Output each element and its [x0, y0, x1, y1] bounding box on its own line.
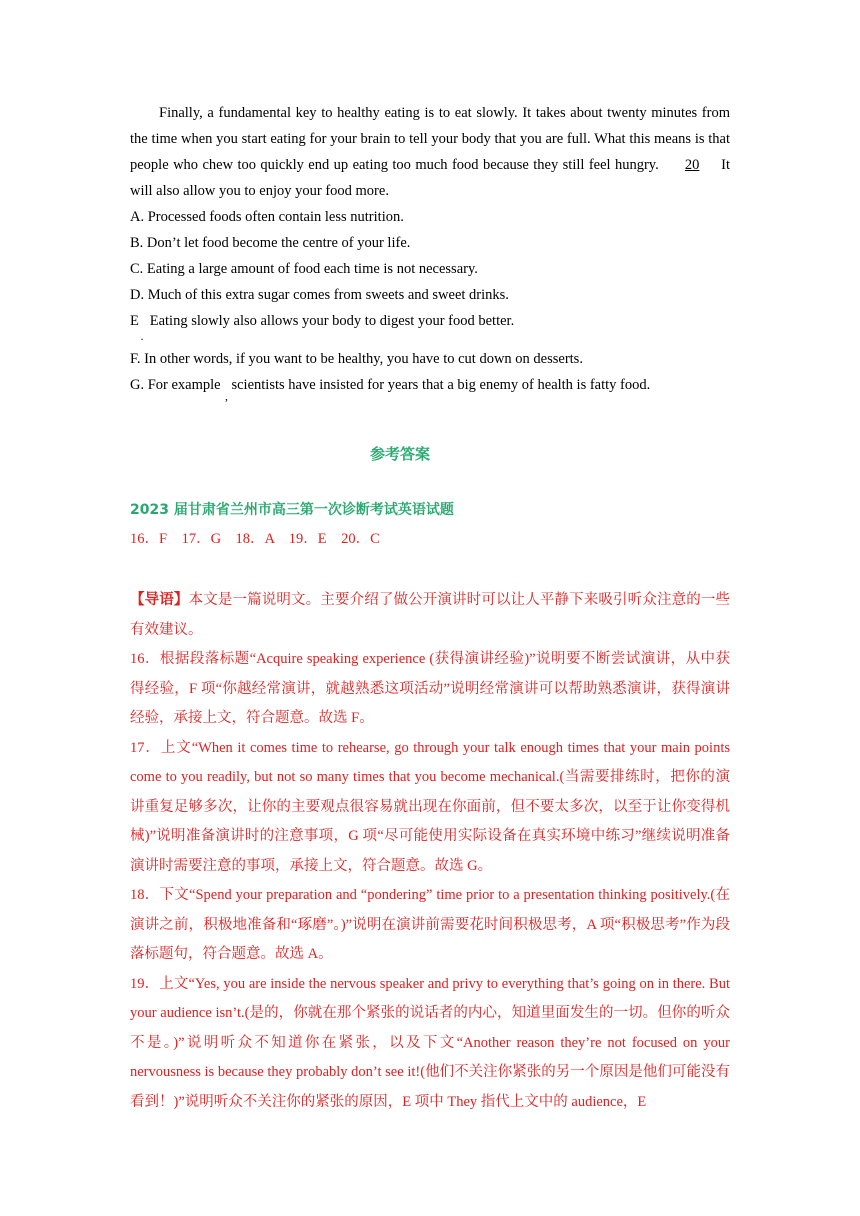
passage-paragraph: [130, 100, 730, 204]
option-g-wrapper: [130, 372, 730, 403]
guide-label: 【导语】: [130, 592, 189, 608]
option-e: E Eating slowly also allows your body to digest your food better.: [130, 313, 515, 329]
blank-20: 20: [684, 157, 700, 173]
option-b: B. Don’t let food become the centre of your life.: [130, 235, 411, 251]
explanation-16: 16．根据段落标题“Acquire speaking experience (获得演讲经验)”说明要不断尝试演讲，从中获得经验，F 项“你越经常演讲，就越熟悉这项活动”说明经常演讲可以帮助熟悉演讲，获得演讲经验，承接上文，符合题意。故选 F。: [130, 651, 730, 726]
stray-dot-mark: ·: [140, 332, 144, 346]
guide-text: 本文是一篇说明文。主要介绍了做公开演讲时可以让人平静下来吸引听众注意的一些有效建议。: [130, 592, 731, 638]
stray-comma-mark: ,: [225, 389, 228, 403]
passage-text-after: It will also allow you to enjoy your food more.: [130, 157, 730, 199]
exam-title: 2023 届甘肃省兰州市高三第一次诊断考试英语试题: [130, 502, 454, 518]
option-c: C. Eating a large amount of food each time is not necessary.: [130, 261, 478, 277]
guide-paragraph: [130, 586, 730, 645]
explanation-17: 17．上文“When it comes time to rehearse, go through your talk enough times that your main points come to you readily, but not so many times that you become mechanical.(当需要排练时，把你的演讲重复足够多次，让你的主要观点很容易就出现在你面前，但不要太多次，以至于让你变得机械)”说明准备演讲时的注意事项，G 项“尽可能使用实际设备在真实环境中练习”继续说明准备演讲时需要注意的事项，承接上文，符合题意。故选 G。: [130, 739, 730, 874]
option-a: A. Processed foods often contain less nutrition.: [130, 209, 404, 225]
option-d: D. Much of this extra sugar comes from sweets and sweet drinks.: [130, 287, 509, 303]
explanation-19: 19．上文“Yes, you are inside the nervous speaker and privy to everything that’s going on in there. But your audience isn’t.(是的，你就在那个紧张的说话者的内心，知道里面发生的一切。但你的听众不是。)”说明听众不知道你在紧张，以及下文“Another reason they’re not focused on your nervousness is because they probably don’t see it!(他们不关注你紧张的另一个原因是他们可能没有看到！)”说明听众不关注你的紧张的原因，E 项中 They 指代上文中的 audience，E: [130, 975, 730, 1110]
option-e-wrapper: [130, 308, 730, 346]
answer-key: 16．F 17．G 18．A 19．E 20．C: [130, 531, 380, 547]
document-page: [130, 100, 730, 1117]
option-g: G. For example scientists have insisted for years that a big enemy of health is fatty food.: [130, 377, 651, 393]
answers-heading: 参考答案: [369, 445, 430, 463]
explanation-18: 18．下文“Spend your preparation and “pondering” time prior to a presentation thinking positively.(在演讲之前，积极地准备和“琢磨”。)”说明在演讲前需要花时间积极思考，A 项“积极思考”作为段落标题句，符合题意。故选 A。: [130, 887, 730, 962]
passage-text-before: Finally, a fundamental key to healthy eating is to eat slowly. It takes about twenty minutes from the time when you start eating for your brain to tell your body that you are full. What this means is that people who chew too quickly end up eating too much food because they still feel hungry.: [130, 105, 730, 173]
option-f: F. In other words, if you want to be healthy, you have to cut down on desserts.: [130, 351, 583, 367]
